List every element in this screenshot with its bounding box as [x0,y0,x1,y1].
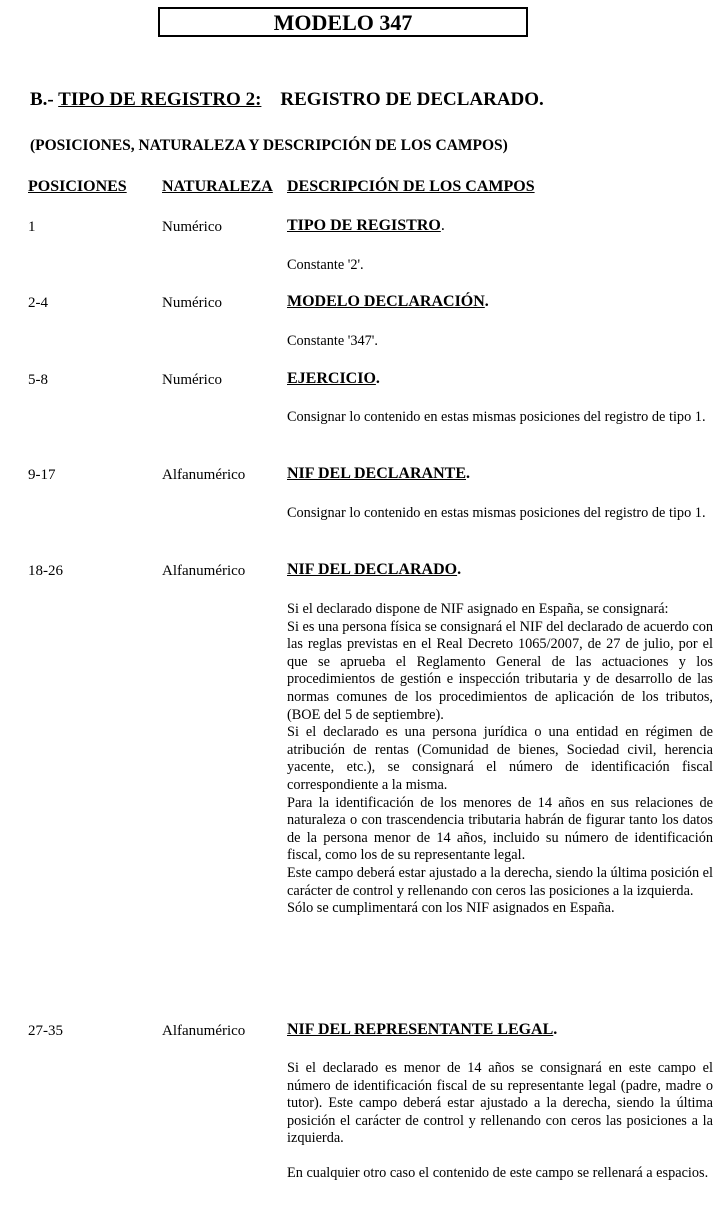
column-header-nature: NATURALEZA [162,178,273,195]
field-title: NIF DEL DECLARANTE. [287,465,470,482]
field-name: NIF DEL DECLARADO [287,561,458,578]
field-position: 2-4 [28,295,48,311]
field-position: 1 [28,219,36,235]
field-name: NIF DEL REPRESENTANTE LEGAL [287,1021,554,1038]
field-nature: Numérico [162,219,222,235]
field-description: Si el declarado dispone de NIF asignado en España, se consignará: Si es una persona física se consignará el NIF del declarado de acuerdo con las reglas previstas en el Real Decreto 1065/2007, de 27 de julio, por el que se aprueba el Reglamento General de las actuaciones y los procedimientos de gestión e inspección tributaria y de desarrollo de las normas comunes de los procedimientos de aplicación de los tributos, (BOE del 5 de septiembre). Si el declarado es una persona jurídica o una entidad en régimen de atribución de rentas (Comunidad de bienes, Sociedad civil, herencia yacente, etc.), se consignará el número de identificación fiscal correspondiente a la misma. Para la identificación de los menores de 14 años en sus relaciones de naturaleza o con trascendencia tributaria habrán de figurar tanto los datos de la persona menor de 14 años, incluido su número de identificación fiscal, como los de su representante legal. Este campo deberá estar ajustado a la derecha, siendo la última posición el carácter de control y rellenando con ceros las posiciones a la izquierda. Sólo se cumplimentará con los NIF asignados en España. [287,601,713,917]
field-title: NIF DEL REPRESENTANTE LEGAL. [287,1021,558,1038]
section-subtitle: (POSICIONES, NATURALEZA Y DESCRIPCIÓN DE LOS CAMPOS) [30,137,508,154]
field-description: Si el declarado es menor de 14 años se consignará en este campo el número de identificación fiscal de su representante legal (padre, madre o tutor). Este campo deberá estar ajustado a la derecha, siendo la última posición el carácter de control y rellenando con ceros las posiciones a la izquierda. En cualquier otro caso el contenido de este campo se rellenará a espacios. [287,1060,713,1181]
field-nature: Numérico [162,372,222,388]
section-heading [30,89,544,111]
field-position: 9-17 [28,467,56,483]
field-description: Consignar lo contenido en estas mismas posiciones del registro de tipo 1. [287,505,706,521]
field-description: Consignar lo contenido en estas mismas posiciones del registro de tipo 1. [287,409,706,425]
field-title: TIPO DE REGISTRO. [287,217,445,234]
field-position: 27-35 [28,1023,63,1039]
field-nature: Alfanumérico [162,1023,246,1039]
field-name: TIPO DE REGISTRO [287,217,441,234]
field-title: MODELO DECLARACIÓN. [287,293,489,310]
section-name: REGISTRO DE DECLARADO. [280,89,544,110]
field-position: 5-8 [28,372,48,388]
field-nature: Alfanumérico [162,467,246,483]
field-nature: Numérico [162,295,222,311]
section-label: TIPO DE REGISTRO 2: [58,89,262,110]
field-name: MODELO DECLARACIÓN [287,293,485,310]
column-header-description: DESCRIPCIÓN DE LOS CAMPOS [287,178,535,195]
field-name: NIF DEL DECLARANTE [287,465,466,482]
field-position: 18-26 [28,563,63,579]
field-title: NIF DEL DECLARADO. [287,561,462,578]
field-title: EJERCICIO. [287,370,380,387]
field-description: Constante '347'. [287,333,378,349]
document-title: MODELO 347 [158,7,528,37]
section-prefix: B.- [30,89,59,110]
field-description: Constante '2'. [287,257,364,273]
field-nature: Alfanumérico [162,563,246,579]
column-header-positions: POSICIONES [28,178,127,195]
field-name: EJERCICIO [287,370,376,387]
